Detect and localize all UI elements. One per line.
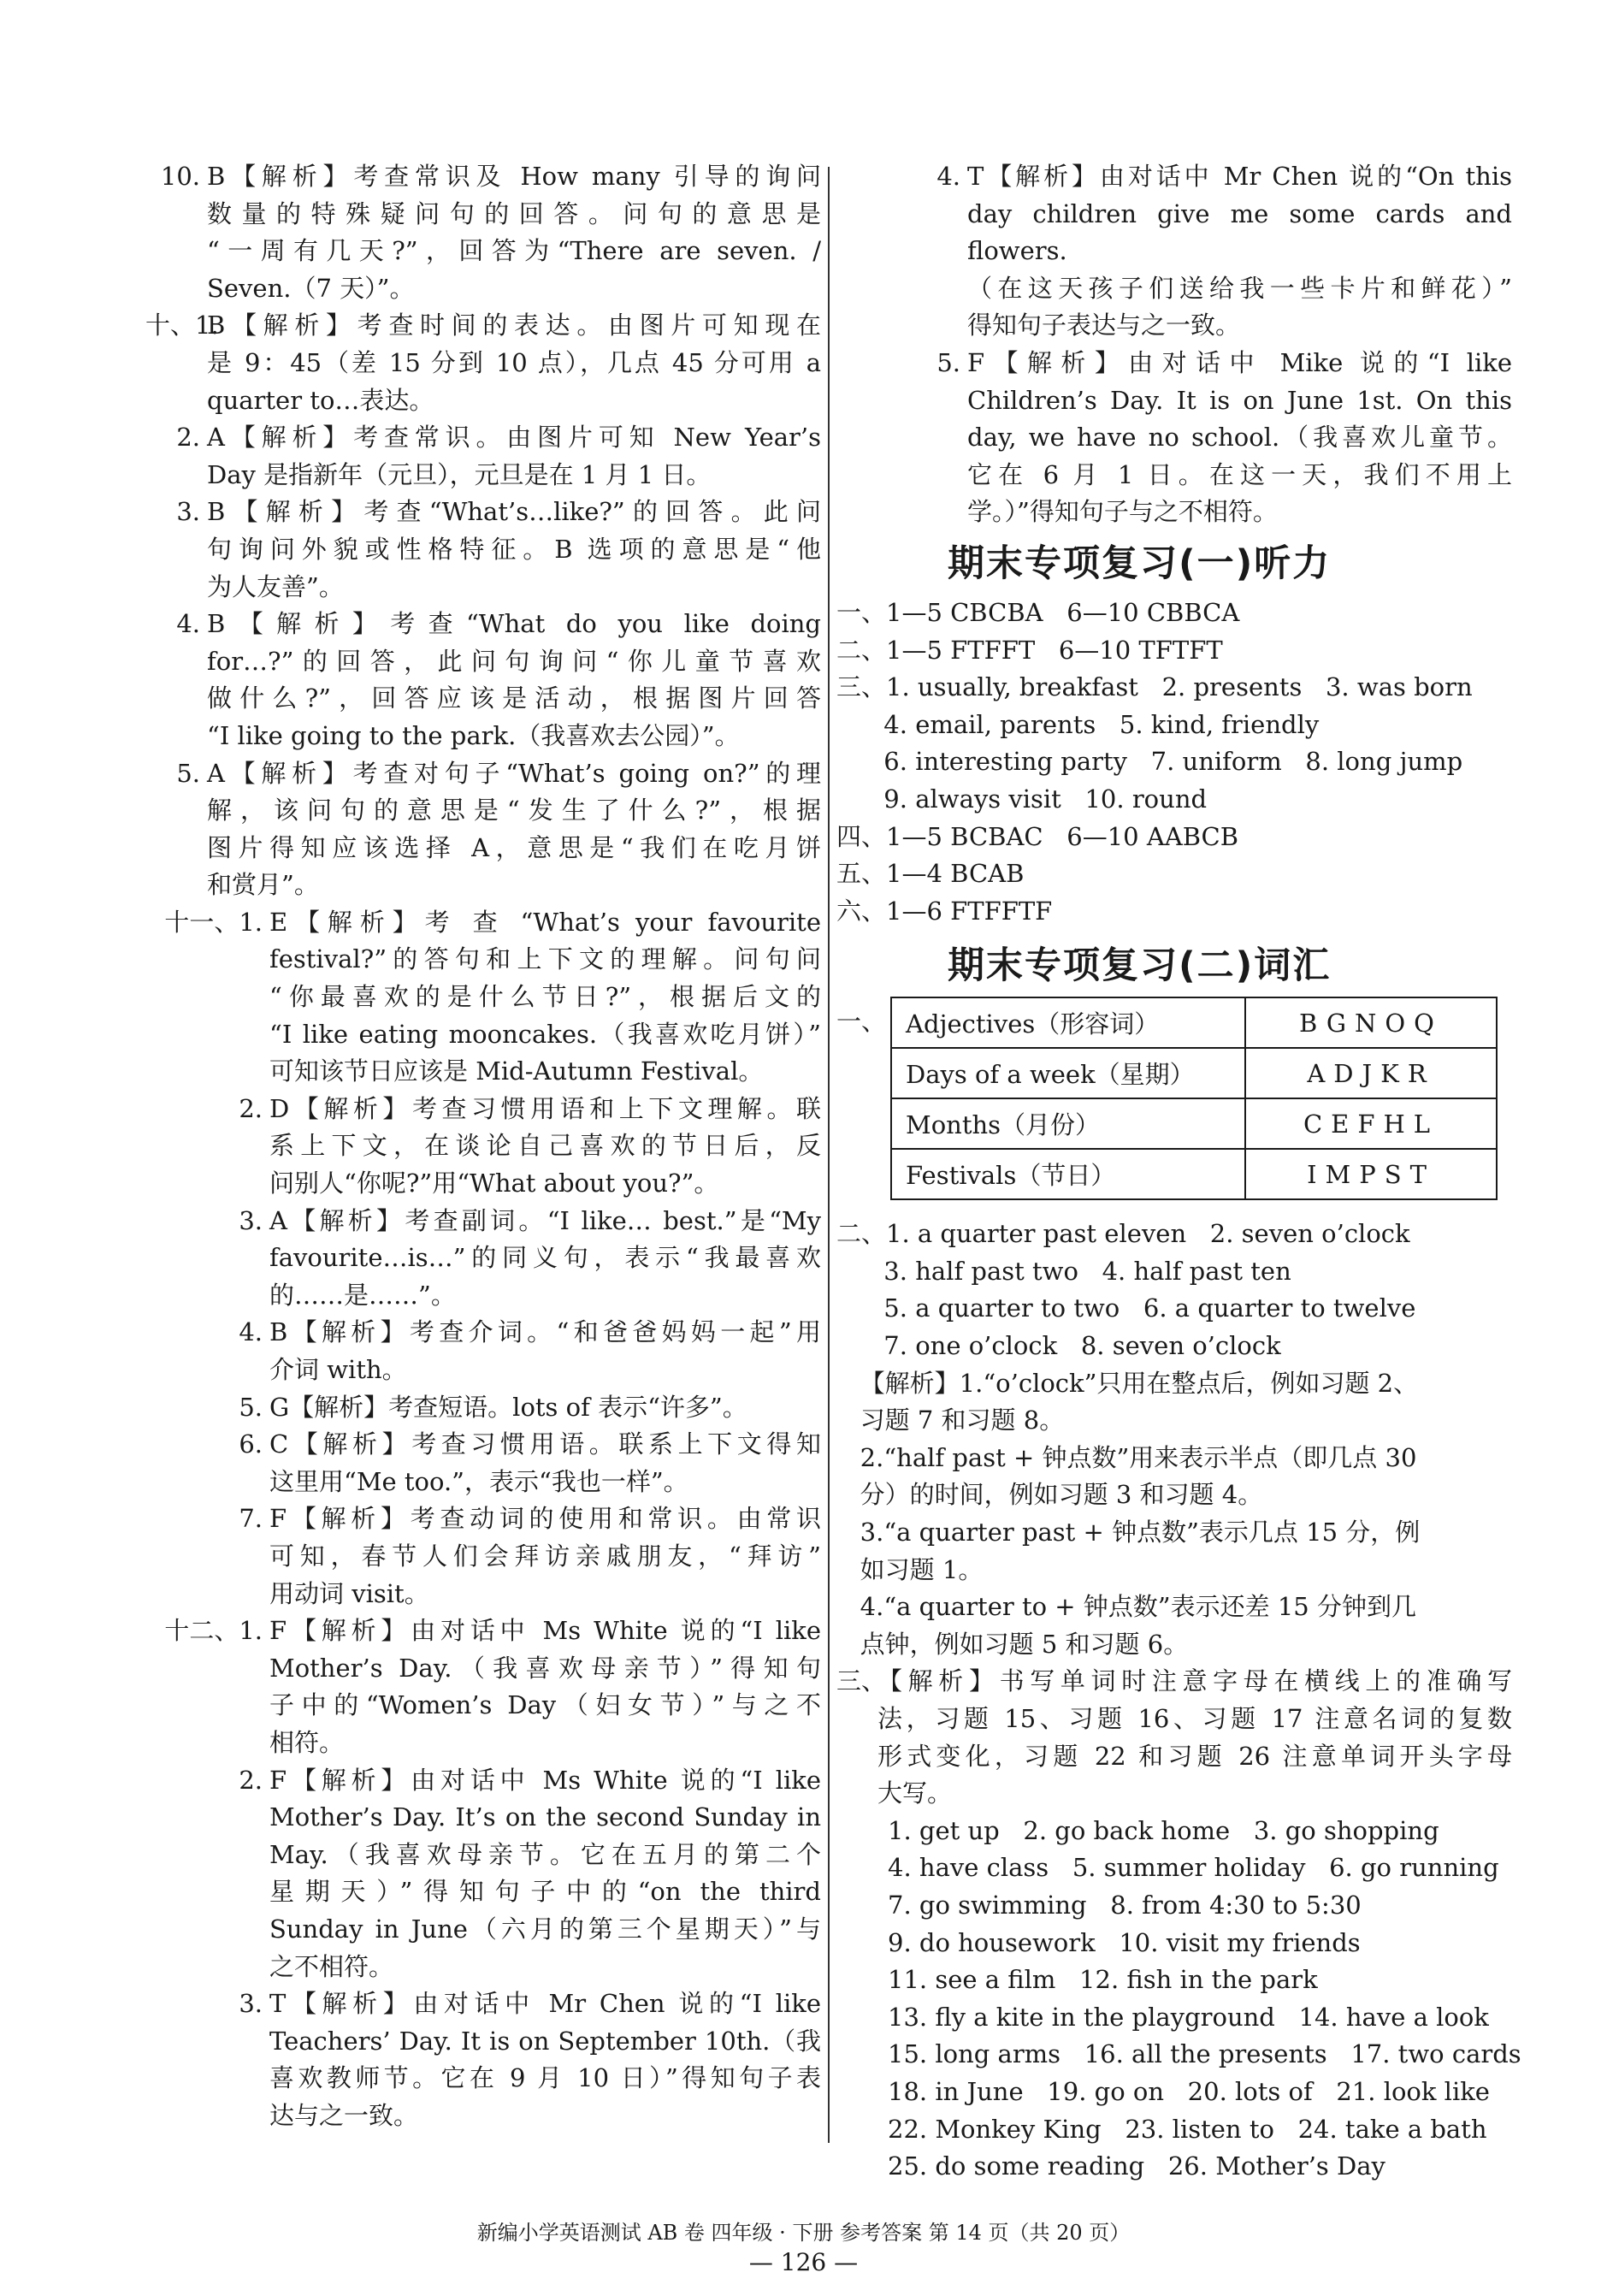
text-line: for…?”的回答，此问句询问“你儿童节喜欢 <box>207 646 821 676</box>
answer-block <box>836 1663 1512 1812</box>
text-line: B【解析】考查介词。“和爸爸妈妈一起”用 <box>269 1317 821 1347</box>
text-line: “你最喜欢的是什么节日?”，根据后文的 <box>269 982 821 1012</box>
text-line: 之不相符。 <box>269 1951 394 1981</box>
text-line: 解，该问句的意思是“发生了什么?”，根据 <box>207 796 821 825</box>
answer-text <box>145 494 821 606</box>
answer-block <box>145 606 821 754</box>
letters-cell: BGNOQ <box>1245 997 1497 1048</box>
table-row <box>891 997 1497 1048</box>
text-line: favourite…is…”的同义句，表示“我最喜欢 <box>269 1243 821 1273</box>
text-line: 图片得知应该选择 A，意思是“我们在吃月饼 <box>207 832 821 862</box>
text-line: F【解析】由对话中 Ms White 说的“I like <box>269 1765 821 1795</box>
answer-block <box>145 1613 821 1761</box>
text-line: 18. in June 19. go on 20. lots of 21. look like <box>888 2076 1490 2106</box>
text-line: 的……是……”。 <box>269 1280 456 1310</box>
category-cell: Adjectives（形容词） <box>891 997 1245 1048</box>
text-line: 三、1. usually, breakfast 2. presents 3. was born <box>836 672 1473 702</box>
text-line: 2.“half past + 钟点数”用来表示半点（即几点 30 <box>836 1442 1417 1472</box>
text-line: quarter to…表达。 <box>207 385 434 415</box>
answer-block <box>145 755 821 904</box>
text-line: Mother’s Day.（我喜欢母亲节）”得知句 <box>269 1653 821 1683</box>
text-line: 做什么?”，回答应该是活动，根据图片回答 <box>207 683 821 713</box>
text-line: A【解析】考查常识。由图片可知 New Year’s <box>207 423 821 453</box>
text-line: 子中的“Women’s Day（妇女节）”与之不 <box>269 1690 821 1720</box>
letters-cell: IMPST <box>1245 1149 1497 1199</box>
text-line: 7. one o’clock 8. seven o’clock <box>836 1331 1281 1361</box>
section-heading-vocabulary: 期末专项复习(二)词汇 <box>948 944 1332 988</box>
answer-text <box>145 419 821 494</box>
text-line: May.（我喜欢母亲节。它在五月的第二个 <box>269 1839 821 1869</box>
text-line: 为人友善”。 <box>207 571 344 601</box>
column-divider <box>828 167 830 2143</box>
text-line: 如习题 1。 <box>836 1554 984 1584</box>
table-row <box>891 1048 1497 1098</box>
text-line: 介词 with。 <box>269 1355 407 1384</box>
text-line: “I like going to the park.（我喜欢去公园）”。 <box>207 720 740 750</box>
text-line: Seven.（7 天）”。 <box>207 273 415 303</box>
text-line: 它在 6 月 1 日。在这一天，我们不用上 <box>967 459 1512 489</box>
text-line: B【解析】考查时间的表达。由图片可知现在 <box>207 311 821 340</box>
text-line: 1. get up 2. go back home 3. go shopping <box>888 1815 1439 1845</box>
text-line: E【解析】考 查 “What’s your favourite <box>269 907 821 937</box>
item-number: 5. <box>176 758 200 788</box>
text-line: 可知，春节人们会拜访亲戚朋友，“拜访” <box>269 1541 821 1571</box>
text-line: 11. see a film 12. fish in the park <box>888 1965 1318 1995</box>
vocabulary-table <box>890 997 1498 1200</box>
item-number: 十一、1. <box>164 907 263 937</box>
text-line: day, we have no school.（我喜欢儿童节。 <box>967 423 1512 453</box>
text-line: 点钟，例如习题 5 和习题 6。 <box>836 1629 1189 1659</box>
text-line: 得知句子表达与之一致。 <box>967 311 1241 340</box>
text-line: 用动词 visit。 <box>269 1578 429 1608</box>
text-line: 喜欢教师节。它在 9 月 10 日）”得知句子表 <box>269 2063 821 2093</box>
text-line: F【解析】由对话中 Ms White 说的“I like <box>269 1616 821 1646</box>
phrase-answers <box>836 1813 1521 2186</box>
text-line: 3. half past two 4. half past ten <box>836 1256 1291 1286</box>
text-line: Teachers’ Day. It is on September 10th.（我 <box>269 2026 821 2056</box>
text-line: 四、1—5 BCBAC 6—10 AABCB <box>836 821 1239 851</box>
text-line: 是 9：45（差 15 分到 10 点），几点 45 分可用 a <box>207 347 821 377</box>
text-line: 4. email, parents 5. kind, friendly <box>836 709 1320 739</box>
text-line: 和赏月”。 <box>207 870 319 900</box>
answer-block <box>145 1762 821 1986</box>
text-line: Sunday in June（六月的第三个星期天）”与 <box>269 1914 821 1944</box>
text-line: 3.“a quarter past + 钟点数”表示几点 15 分，例 <box>836 1518 1421 1547</box>
item-number: 十二、1. <box>164 1616 263 1646</box>
text-line: F【解析】考查动词的使用和常识。由常识 <box>269 1504 821 1534</box>
text-line: 【解析】书写单词时注意字母在横线上的准确写 <box>877 1666 1512 1696</box>
text-line: 4.“a quarter to + 钟点数”表示还差 15 分钟到几 <box>836 1592 1416 1622</box>
answer-block <box>145 1500 821 1613</box>
footer-line: 新编小学英语测试 AB 卷 四年级 · 下册 参考答案 第 14 页（共 20 页） <box>476 2221 1131 2245</box>
right-column <box>836 158 1521 2186</box>
answer-block <box>145 1426 821 1500</box>
text-line: Mother’s Day. It’s on the second Sunday in <box>269 1802 821 1832</box>
item-number: 3. <box>176 497 200 527</box>
item-number: 4. <box>936 162 960 191</box>
text-line: 这里用“Me too.”，表示“我也一样”。 <box>269 1466 688 1496</box>
answer-text <box>145 158 821 307</box>
answer-block <box>145 904 821 1091</box>
answer-text <box>145 755 821 904</box>
category-cell: Months（月份） <box>891 1098 1245 1149</box>
text-line: 六、1—6 FTFFTF <box>836 896 1053 926</box>
text-line: G【解析】考查短语。lots of 表示“许多”。 <box>269 1392 747 1422</box>
text-line: 学。）”得知句子与之不相符。 <box>967 497 1278 527</box>
item-number: 2. <box>239 1765 263 1795</box>
text-line: T【解析】由对话中 Mr Chen 说的“I like <box>269 1989 821 2019</box>
section-heading-listening: 期末专项复习(一)听力 <box>948 541 1332 585</box>
text-line: 分）的时间，例如习题 3 和习题 4。 <box>836 1480 1263 1510</box>
text-line: B【解析】考查“What’s…like?”的回答。此问 <box>207 497 821 527</box>
text-line: day children give me some cards and flowers. <box>967 198 1512 266</box>
item-number: 3. <box>239 1989 263 2019</box>
text-line: Day 是指新年（元旦），元旦是在 1 月 1 日。 <box>207 459 712 489</box>
text-line: 大写。 <box>877 1778 953 1808</box>
letters-cell: CEFHL <box>1245 1098 1497 1149</box>
answer-block <box>145 1314 821 1388</box>
answer-text <box>836 1663 1512 1812</box>
item-number: 十、1. <box>145 311 219 340</box>
text-line: 一、1—5 CBCBA 6—10 CBBCA <box>836 597 1240 627</box>
answer-block <box>145 1091 821 1203</box>
text-line: festival?”的答句和上下文的理解。问句问 <box>269 944 821 974</box>
page-number: — 126 — <box>748 2248 859 2276</box>
item-number: 2. <box>239 1093 263 1123</box>
item-number: 4. <box>239 1317 263 1347</box>
item-number: 3. <box>239 1205 263 1235</box>
answer-block <box>836 158 1512 345</box>
text-line: B【解析】考查常识及 How many 引导的询问 <box>207 162 821 191</box>
item-number: 一、 <box>836 1007 887 1037</box>
answer-text <box>145 307 821 419</box>
text-line: 二、1. a quarter past eleven 2. seven o’clock <box>836 1219 1410 1249</box>
category-cell: Days of a week（星期） <box>891 1048 1245 1098</box>
listening-answers <box>836 595 1512 930</box>
answer-block <box>145 307 821 419</box>
item-number: 10. <box>160 162 200 191</box>
text-line: 二、1—5 FTFFT 6—10 TFTFT <box>836 635 1223 665</box>
item-number: 5. <box>239 1392 263 1422</box>
text-line: T【解析】由对话中 Mr Chen 说的“On this <box>967 162 1512 191</box>
item-number: 5. <box>936 347 960 377</box>
answer-block <box>145 158 821 307</box>
text-line: 25. do some reading 26. Mother’s Day <box>888 2151 1385 2181</box>
text-line: “I like eating mooncakes.（我喜欢吃月饼）” <box>269 1019 821 1049</box>
text-line: 问别人“你呢?”用“What about you?”。 <box>269 1169 719 1198</box>
text-line: 习题 7 和习题 8。 <box>836 1405 1065 1435</box>
answer-block <box>145 1985 821 2134</box>
item-number: 6. <box>239 1429 263 1459</box>
text-line: 15. long arms 16. all the presents 17. two cards <box>888 2039 1521 2069</box>
answer-block <box>145 1203 821 1315</box>
text-line: 5. a quarter to two 6. a quarter to twelve <box>836 1293 1416 1323</box>
text-line: 达与之一致。 <box>269 2100 419 2130</box>
text-line: Children’s Day. It is on June 1st. On this <box>967 385 1512 415</box>
text-line: C【解析】考查习惯用语。联系上下文得知 <box>269 1429 821 1459</box>
text-line: （在这天孩子们送给我一些卡片和鲜花）” <box>967 273 1512 303</box>
answer-block <box>145 419 821 494</box>
category-cell: Festivals（节日） <box>891 1149 1245 1199</box>
text-line: 4. have class 5. summer holiday 6. go running <box>888 1853 1499 1883</box>
letters-cell: ADJKR <box>1245 1048 1497 1098</box>
text-line: 可知该节日应该是 Mid-Autumn Festival。 <box>269 1056 764 1086</box>
text-line: 【解析】1.“o’clock”只用在整点后，例如习题 2、 <box>836 1368 1419 1398</box>
item-number: 三、 <box>836 1666 887 1696</box>
text-line: 9. always visit 10. round <box>836 784 1208 814</box>
text-line: D【解析】考查习惯用语和上下文理解。联 <box>269 1093 821 1123</box>
text-line: F【解析】由对话中 Mike 说的“I like <box>967 347 1512 377</box>
left-column <box>145 158 821 2134</box>
text-line: 22. Monkey King 23. listen to 24. take a bath <box>888 2114 1487 2144</box>
table-row <box>891 1149 1497 1199</box>
text-line: 句询问外貌或性格特征。B 选项的意思是“他 <box>207 534 821 564</box>
text-line: 13. fly a kite in the playground 14. have a look <box>888 2002 1489 2032</box>
item-number: 4. <box>176 609 200 639</box>
answer-block <box>145 1389 821 1427</box>
text-line: 系上下文，在谈论自己喜欢的节日后，反 <box>269 1131 821 1161</box>
table-row <box>891 1098 1497 1149</box>
answer-block <box>836 345 1512 531</box>
text-line: “一周有几天?”，回答为“There are seven. / <box>207 236 821 266</box>
item-number: 2. <box>176 423 200 453</box>
text-line: B【解析】考查“What do you like doing <box>207 609 821 639</box>
item-number: 7. <box>239 1504 263 1534</box>
vocabulary-table-section <box>836 997 1512 1216</box>
text-line: 数量的特殊疑问句的回答。问句的意思是 <box>207 198 821 228</box>
text-line: 6. interesting party 7. uniform 8. long jump <box>836 747 1463 777</box>
text-line: 法，习题 15、习题 16、习题 17 注意名词的复数 <box>877 1704 1512 1733</box>
text-line: 9. do housework 10. visit my friends <box>888 1927 1361 1957</box>
text-line: 形式变化，习题 22 和习题 26 注意单词开头字母 <box>877 1741 1512 1771</box>
text-line: 7. go swimming 8. from 4:30 to 5:30 <box>888 1890 1362 1920</box>
text-line: 星期天）”得知句子中的“on the third <box>269 1877 821 1907</box>
text-line: 相符。 <box>269 1727 345 1757</box>
answer-block <box>145 494 821 606</box>
answer-text <box>145 606 821 754</box>
text-line: A【解析】考查对句子“What’s going on?”的理 <box>207 758 821 788</box>
text-line: A【解析】考查副词。“I like… best.”是“My <box>269 1205 821 1235</box>
clock-answers <box>836 1216 1512 1663</box>
text-line: 五、1—4 BCAB <box>836 859 1025 889</box>
